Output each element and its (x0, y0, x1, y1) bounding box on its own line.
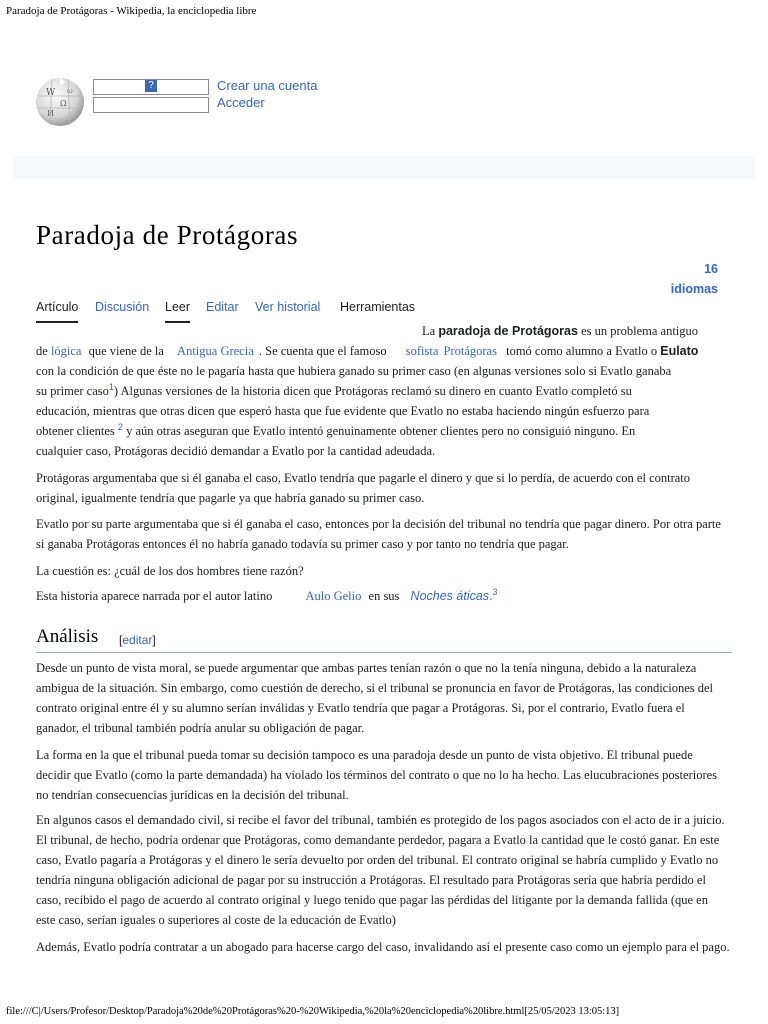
language-count: 16 (704, 262, 718, 276)
tab-tools[interactable]: Herramientas (340, 300, 416, 314)
tab-discussion[interactable]: Discusión (95, 300, 150, 314)
intro-line-6 (36, 421, 635, 441)
intro-bold-term: paradoja de Protágoras (438, 324, 578, 338)
reference-1[interactable]: 1 (108, 381, 114, 392)
intro-line-4 (36, 381, 632, 401)
link-noches-aticas[interactable]: Noches áticas (410, 589, 490, 603)
paragraph-source (36, 586, 498, 606)
source-text: Esta historia aparece narrada por el autor latino (36, 589, 273, 603)
section-divider (36, 652, 732, 653)
paragraph-protagoras-argument: Protágoras argumentaba que si él ganaba el caso, Evatlo tendría que pagarle el dinero y que si lo perdía, de acuerdo con el contrato original, igualmente tendría que pagarle ya que habría ganado su primer caso. (36, 471, 691, 505)
intro-text: su primer caso (36, 384, 109, 398)
intro-text: La (422, 324, 439, 338)
tab-edit[interactable]: Editar (206, 300, 239, 314)
header-band (13, 156, 755, 179)
intro-line-5: educación, mientras que otras dicen que esperó hasta que fue evidente que Evatlo no estaba haciendo ningún esfuerzo para (36, 404, 650, 418)
intro-text: . Se cuenta que el famoso (258, 344, 387, 358)
intro-text: obtener clientes (36, 424, 115, 438)
svg-text:W: W (46, 88, 56, 98)
intro-text: ) Algunas versiones de la historia dicen que Protágoras reclamó su dinero en cuanto Evatlo completó su (113, 384, 632, 398)
analysis-paragraph-2: La forma en la que el tribunal pueda tomar su decisión tampoco es una paradoja desde un punto de vista objetivo. El tribunal puede decidir que Evatlo (como la parte demandada) ha violado los términos del contrato o que no lo ha hecho. Las elucubraciones posteriores no tendrían consecuencias jurídicas en la decisión del tribunal. (36, 748, 718, 802)
analysis-paragraph-4: Además, Evatlo podría contratar a un abogado para hacerse cargo del caso, invalidando así el presente caso como un ejemplo para el pago. (36, 940, 730, 954)
intro-text: es un problema antiguo (577, 324, 699, 338)
tab-article-label: Artículo (36, 300, 79, 314)
secondary-input[interactable] (93, 97, 209, 113)
section-heading-analisis: Análisis (36, 626, 99, 647)
svg-text:Ω: Ω (60, 99, 67, 108)
create-account-link[interactable]: Crear una cuenta (217, 78, 318, 93)
intro-text: y aún otras aseguran que Evatlo intentó genuinamente obtener clientes pero no consiguió ninguno. En (122, 424, 636, 438)
print-footer: file:///C|/Users/Profesor/Desktop/Paradoja%20de%20Protágoras%20-%20Wikipedia,%20la%20enciclopedia%20libre.html[25/05/2023 13:05:13] (6, 1006, 620, 1017)
link-protagoras[interactable]: Protágoras (443, 344, 497, 358)
tab-read-label: Leer (165, 300, 191, 314)
page-title: Paradoja de Protágoras (36, 220, 299, 250)
tab-read[interactable] (165, 300, 190, 314)
analysis-paragraph-3: En algunos casos el demandado civil, si recibe el favor del tribunal, también es protegido de los pagos asociados con el acto de ir a juicio. El tribunal, de hecho, podría ordenar que Protágoras, como demandante perdedor, pagara a Evatlo la cantidad que le costó ganar. En este caso, Evatlo pagaría a Protágoras y el dinero le sería devuelto por orden del tribunal. El contrato original se habría cumplido y Evatlo no tendría ninguna obligación adicional de pagar por su instrucción a Protágoras. El resultado para Protágoras sería que habría perdido el caso, recibido el pago de acuerdo al contrato original y luego tenido que pagar las pérdidas del litigante por la demanda fallida (que en este caso, serían iguales o superiores al coste de la educación de Evatlo) (36, 813, 725, 927)
tab-article-underline (36, 321, 78, 323)
source-text: en sus (368, 589, 400, 603)
analysis-paragraph-1: Desde un punto de vista moral, se puede argumentar que ambas partes tenían razón o que no la tenía ninguna, debido a la naturaleza ambigua de la situación. Sin embargo, como cuestión de derecho, si el tribunal se pronuncia en favor de Protágoras, las condiciones del contrato original entre él y su alumno serían inválidas y Evatlo tendría que pagar a Protágoras. Si, por el contrario, Evatlo fuera el ganador, el tribunal también podría anular su obligación de pagar. (36, 661, 714, 735)
link-antigua-grecia[interactable]: Antigua Grecia (177, 344, 254, 358)
intro-bold-eulato: Eulato (660, 344, 699, 358)
link-sofista[interactable]: sofista (405, 344, 439, 358)
intro-text: que viene de la (88, 344, 164, 358)
reference-3[interactable]: 3 (492, 586, 498, 597)
intro-line-7: cualquier caso, Protágoras decidió demandar a Evatlo por la cantidad adeudada. (36, 444, 436, 458)
svg-text:ω: ω (67, 87, 73, 95)
intro-line-3: con la condición de que éste no le pagaría hasta que hubiera ganado su primer caso (en algunas versiones solo si Evatlo ganaba (36, 364, 672, 378)
print-header: Paradoja de Protágoras - Wikipedia, la enciclopedia libre (6, 5, 257, 17)
language-button[interactable] (648, 259, 718, 299)
tab-article[interactable] (36, 300, 78, 314)
reference-2[interactable]: 2 (117, 421, 123, 432)
paragraph-evatlo-argument: Evatlo por su parte argumentaba que si él ganaba el caso, entonces por la decisión del tribunal no tendría que pagar dinero. Por otra parte si ganaba Protágoras entonces él no habría ganado todavía su primer caso y por tanto no tendría que pagar. (36, 517, 721, 551)
edit-bracket: ] (152, 633, 156, 647)
intro-line-2 (36, 341, 698, 361)
search-icon[interactable]: ? (145, 80, 157, 92)
link-logica[interactable]: lógica (50, 344, 82, 358)
wikipedia-logo-icon[interactable] (34, 76, 86, 128)
login-link[interactable]: Acceder (217, 95, 265, 110)
edit-bracket: [ (119, 633, 123, 647)
intro-text: de (36, 344, 48, 358)
svg-text:И: И (47, 109, 54, 118)
intro-line-1 (422, 321, 698, 341)
intro-text: tomó como alumno a Evatlo o (506, 344, 658, 358)
paragraph-question: La cuestión es: ¿cuál de los dos hombres tiene razón? (36, 564, 304, 578)
link-aulo-gelio[interactable]: Aulo Gelio (305, 589, 362, 603)
tab-read-underline (165, 321, 190, 323)
source-dot: . (489, 589, 493, 603)
tab-history[interactable]: Ver historial (255, 300, 321, 314)
language-label: idiomas (670, 282, 718, 296)
section-edit-link[interactable] (119, 633, 156, 647)
edit-label[interactable]: editar (122, 633, 153, 647)
